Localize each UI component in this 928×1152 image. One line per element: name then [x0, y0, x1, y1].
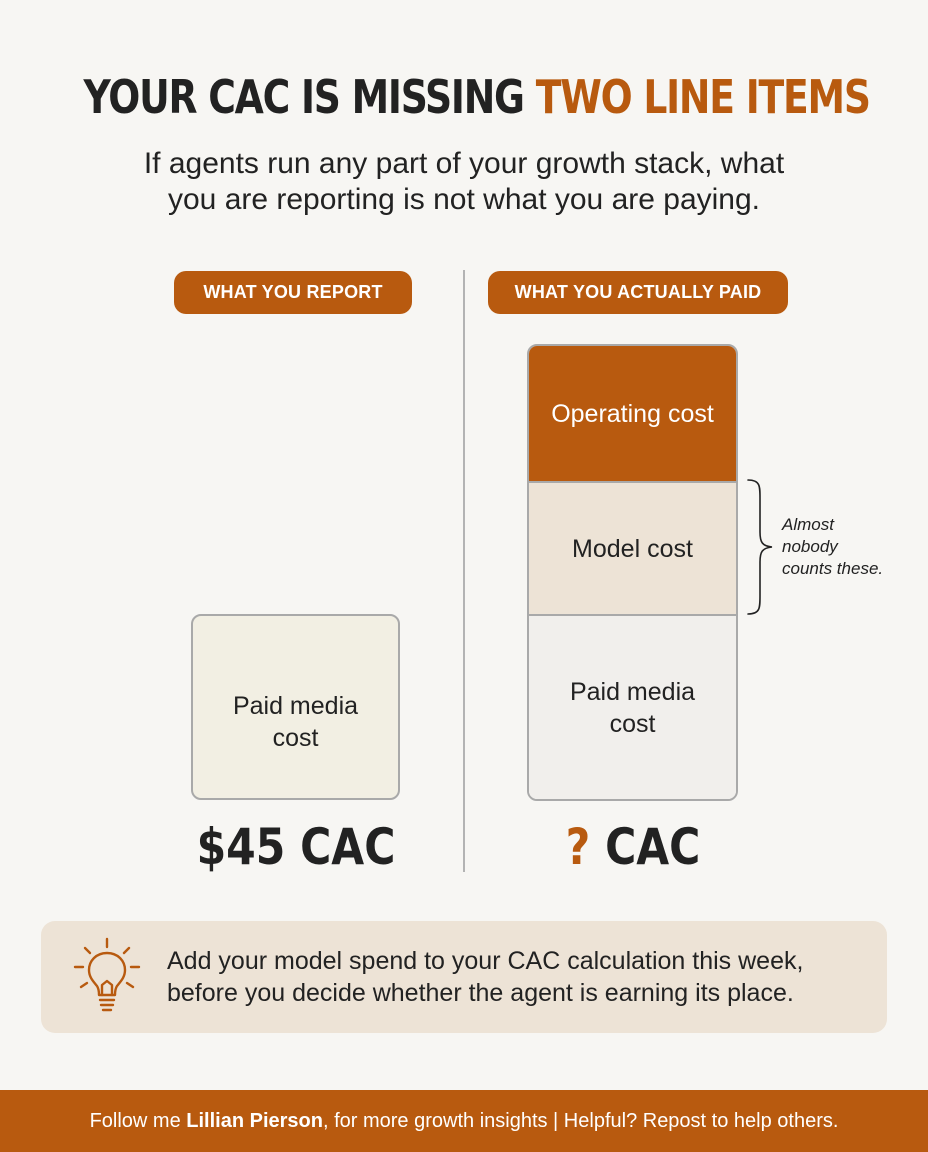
subtitle	[64, 146, 864, 218]
reported-cac	[169, 818, 424, 876]
lightbulb-icon	[71, 935, 143, 1017]
tip-line-1: Add your model spend to your CAC calculation this week,	[167, 947, 804, 975]
reported-paid-media-line-2: cost	[272, 724, 319, 752]
footer-banner	[0, 1090, 928, 1152]
note-line-2: nobody	[782, 537, 838, 556]
tip-callout	[41, 921, 887, 1033]
operating-cost-segment	[529, 346, 736, 481]
actual-cac-suffix: CAC	[605, 818, 701, 876]
model-cost-segment	[529, 481, 736, 616]
actual-cost-stack	[527, 344, 738, 801]
paid-column-label: WHAT YOU ACTUALLY PAID	[488, 271, 788, 314]
footer-prefix: Follow me	[89, 1109, 187, 1132]
reported-paid-media-line-1: Paid media	[232, 692, 359, 720]
subtitle-line-1: If agents run any part of your growth stack, what	[143, 147, 785, 180]
tip-line-2: before you decide whether the agent is earning its place.	[167, 979, 794, 1007]
note-line-3: counts these.	[782, 559, 884, 578]
reported-paid-media-box	[191, 614, 400, 800]
reported-cac-value: $45	[196, 818, 286, 876]
note-line-1: Almost	[782, 515, 834, 534]
actual-paid-media-segment	[529, 616, 736, 799]
actual-cac	[506, 818, 761, 876]
title-main: YOUR CAC IS MISSING	[83, 70, 524, 124]
actual-cac-value: ?	[565, 818, 591, 876]
author-name[interactable]: Lillian Pierson	[186, 1109, 323, 1132]
title-accent: TWO LINE ITEMS	[535, 70, 870, 124]
column-divider	[463, 270, 465, 872]
operating-cost-label: Operating cost	[551, 399, 714, 428]
subtitle-line-2: you are reporting is not what you are paying.	[167, 183, 761, 216]
curly-brace-icon	[746, 478, 776, 616]
model-cost-label: Model cost	[572, 534, 693, 563]
page-title	[83, 70, 870, 124]
report-column-label: WHAT YOU REPORT	[174, 271, 412, 314]
actual-paid-media-line-2: cost	[609, 709, 656, 738]
reported-cac-suffix: CAC	[300, 818, 396, 876]
footer-suffix: , for more growth insights | Helpful? Repost to help others.	[322, 1109, 839, 1132]
actual-paid-media-line-1: Paid media	[569, 677, 696, 706]
hidden-costs-note	[782, 514, 922, 580]
